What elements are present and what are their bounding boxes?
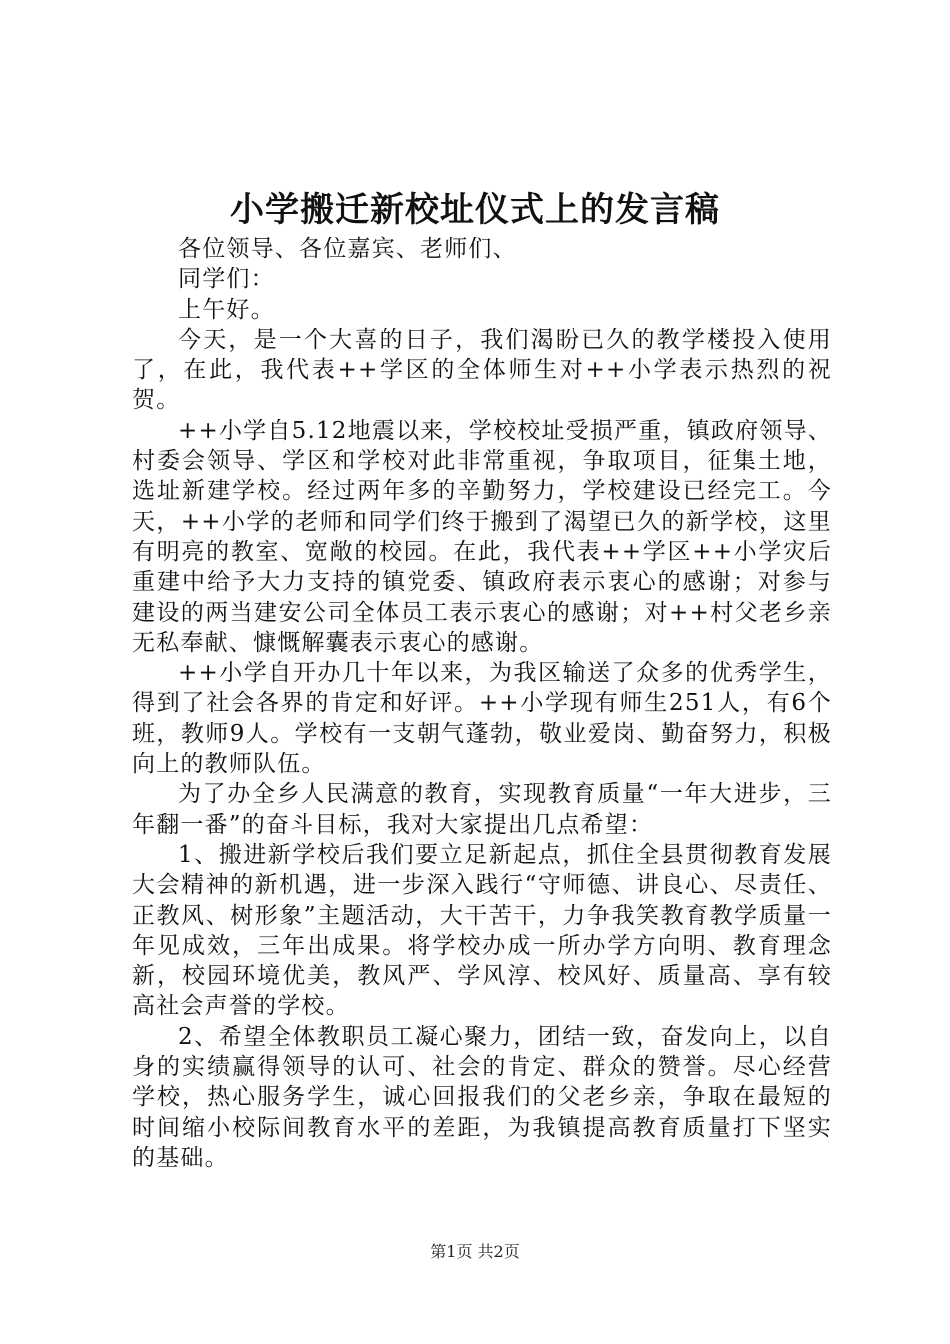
body-paragraph: 2、希望全体教职员工凝心聚力，团结一致，奋发向上，以自身的实绩赢得领导的认可、社会的肯定、群众的赞誉。尽心经营学校，热心服务学生，诚心回报我们的父老乡亲，争取在最短的时间缩小校际间教育水平的差距，为我镇提高教育质量打下坚实的基础。 [132,1023,832,1171]
page-number-footer: 第1页 共2页 [430,1242,520,1261]
document-title: 小学搬迁新校址仪式上的发言稿 [230,190,720,230]
body-paragraph: 1、搬进新学校后我们要立足新起点，抓住全县贯彻教育发展大会精神的新机遇，进一步深入践行“守师德、讲良心、尽责任、正教风、树形象”主题活动，大干苦干，力争我笑教育教学质量一年见成效，三年出成果。将学校办成一所办学方向明、教育理念新，校园环境优美，教风严、学风淳、校风好、质量高、享有较高社会声誉的学校。 [132,841,832,1020]
body-paragraph: 为了办全乡人民满意的教育，实现教育质量“一年大进步，三年翻一番”的奋斗目标，我对大家提出几点希望： [132,781,832,838]
body-paragraph: 今天，是一个大喜的日子，我们渴盼已久的教学楼投入使用了，在此，我代表++学区的全体师生对++小学表示热烈的祝贺。 [132,326,832,414]
salutation-line-1: 各位领导、各位嘉宾、老师们、 [178,236,517,262]
greeting-line: 上午好。 [178,296,275,323]
body-paragraph: ++小学自5.12地震以来，学校校址受损严重，镇政府领导、村委会领导、学区和学校对此非常重视，争取项目，征集土地，选址新建学校。经过两年多的辛勤努力，学校建设已经完工。今天，++小学的老师和同学们终于搬到了渴望已久的新学校，这里有明亮的教室、宽敞的校园。在此，我代表++学区++小学灾后重建中给予大力支持的镇党委、镇政府表示衷心的感谢；对参与建设的两当建安公司全体员工表示衷心的感谢；对++村父老乡亲无私奉献、慷慨解囊表示衷心的感谢。 [132,417,832,656]
document-body [132,234,832,1173]
body-paragraph: ++小学自开办几十年以来，为我区输送了众多的优秀学生，得到了社会各界的肯定和好评。++小学现有师生251人，有6个班，教师9人。学校有一支朝气蓬勃，敬业爱岗、勤奋努力，积极向上的教师队伍。 [132,660,832,778]
salutation-line-2: 同学们： [178,266,275,293]
